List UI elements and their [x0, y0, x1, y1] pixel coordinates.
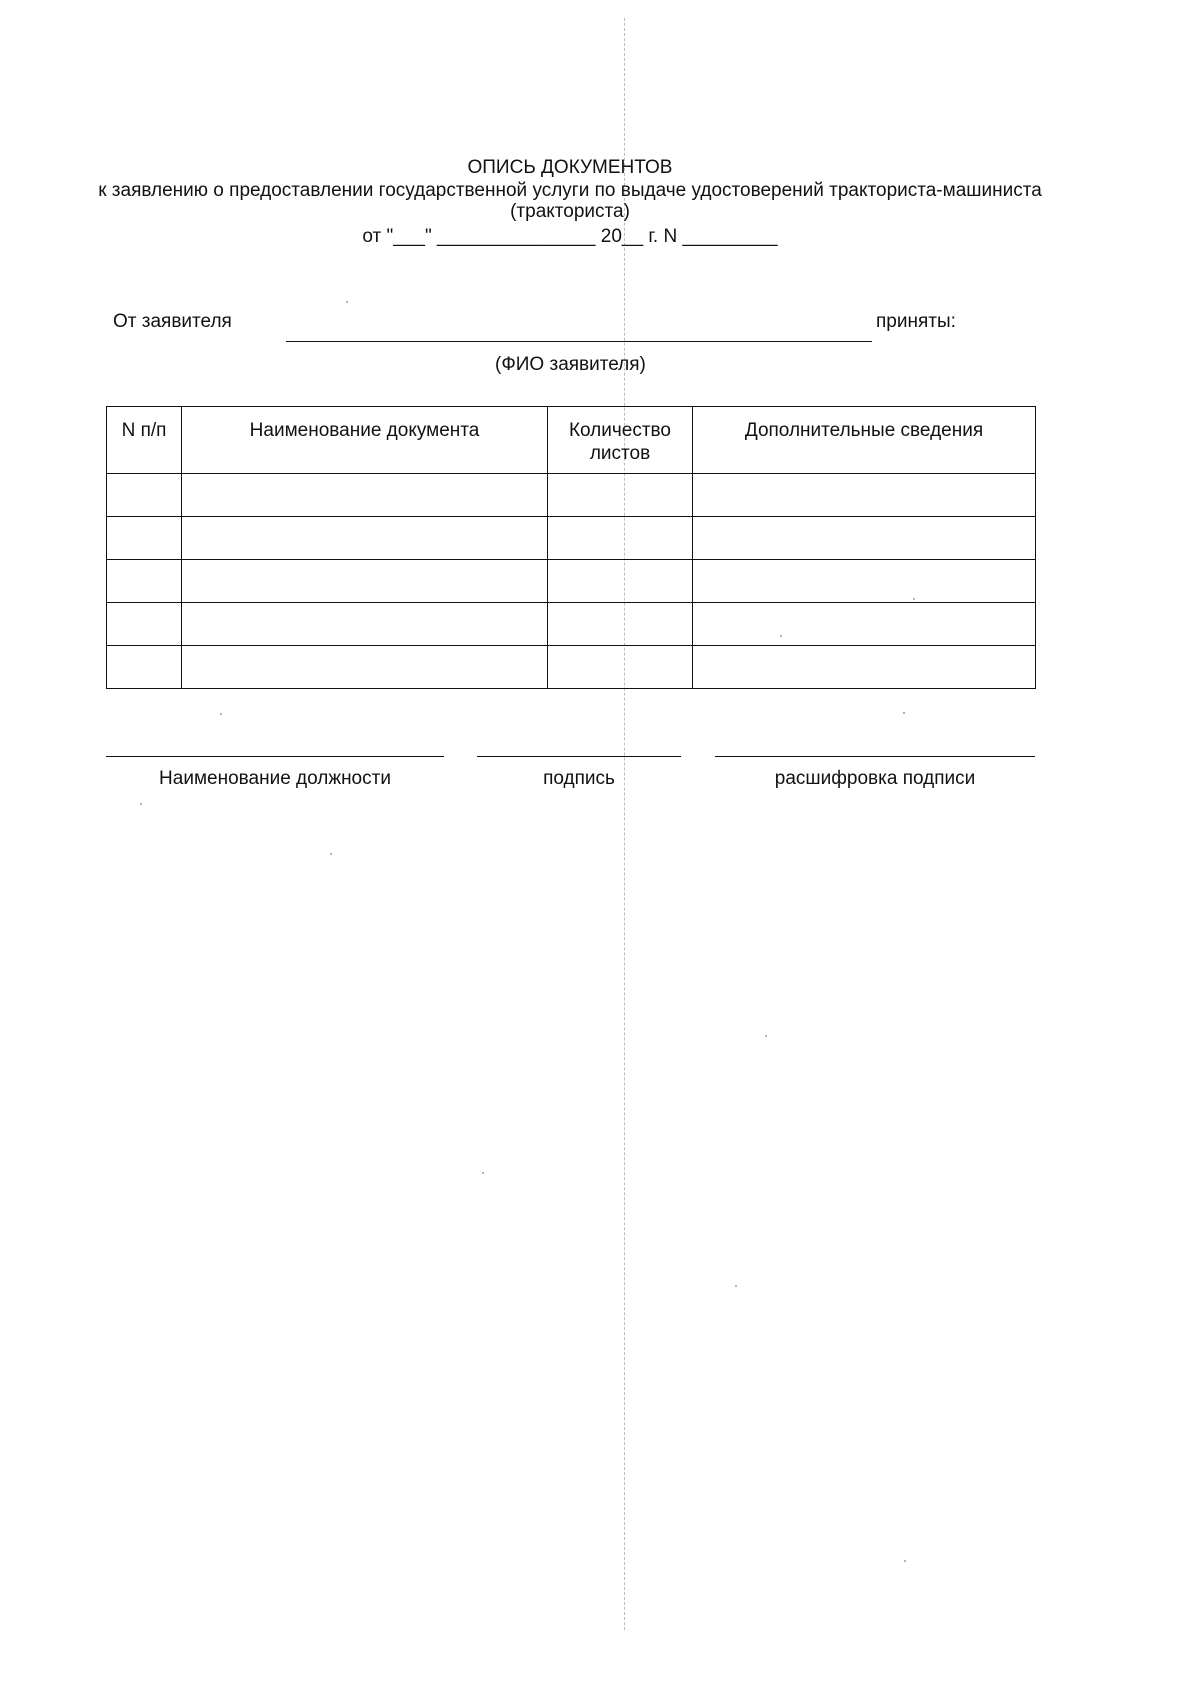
table-header-row: [107, 407, 1036, 474]
documents-table: [106, 406, 1036, 689]
signature-line[interactable]: [477, 756, 681, 757]
cell-number[interactable]: [107, 517, 182, 560]
scan-speck: [482, 1172, 484, 1174]
decoding-signature-line[interactable]: [715, 756, 1035, 757]
scan-speck: [780, 635, 782, 637]
table-row: [107, 474, 1036, 517]
scan-speck: [220, 713, 222, 715]
document-subtitle: к заявлению о предоставлении государственной услуги по выдаче удостоверений тракториста-машиниста (тракториста): [98, 180, 1042, 222]
cell-additional-info[interactable]: [693, 560, 1036, 603]
column-header-sheet-count: Количество листов: [548, 407, 693, 474]
cell-additional-info[interactable]: [693, 646, 1036, 689]
cell-additional-info[interactable]: [693, 474, 1036, 517]
column-header-document-name: Наименование документа: [182, 407, 548, 474]
cell-document-name[interactable]: [182, 603, 548, 646]
scan-speck: [140, 803, 142, 805]
signature-caption: подпись: [543, 768, 615, 789]
applicant-label: От заявителя: [113, 311, 232, 332]
scan-speck: [330, 853, 332, 855]
scan-speck: [346, 301, 348, 303]
scan-fold-line: [624, 18, 625, 1630]
scan-speck: [904, 1560, 906, 1562]
column-header-number: N п/п: [107, 407, 182, 474]
table-body: [107, 474, 1036, 689]
cell-document-name[interactable]: [182, 560, 548, 603]
cell-additional-info[interactable]: [693, 517, 1036, 560]
cell-number[interactable]: [107, 603, 182, 646]
table-row: [107, 646, 1036, 689]
column-header-additional-info: Дополнительные сведения: [693, 407, 1036, 474]
decoding-caption: расшифровка подписи: [774, 768, 976, 789]
cell-document-name[interactable]: [182, 517, 548, 560]
table-row: [107, 603, 1036, 646]
cell-sheet-count[interactable]: [548, 517, 693, 560]
cell-sheet-count[interactable]: [548, 646, 693, 689]
scan-speck: [903, 712, 905, 714]
document-title: ОПИСЬ ДОКУМЕНТОВ: [467, 157, 673, 178]
applicant-name-field[interactable]: [286, 341, 872, 342]
date-number-line: от "___" _______________ 20__ г. N _________: [362, 226, 778, 247]
scan-speck: [765, 1035, 767, 1037]
position-caption: Наименование должности: [159, 768, 391, 789]
table-row: [107, 517, 1036, 560]
cell-document-name[interactable]: [182, 474, 548, 517]
cell-number[interactable]: [107, 560, 182, 603]
cell-sheet-count[interactable]: [548, 474, 693, 517]
cell-additional-info[interactable]: [693, 603, 1036, 646]
position-signature-line[interactable]: [106, 756, 444, 757]
cell-number[interactable]: [107, 646, 182, 689]
cell-document-name[interactable]: [182, 646, 548, 689]
scan-speck: [735, 1285, 737, 1287]
cell-sheet-count[interactable]: [548, 560, 693, 603]
table-row: [107, 560, 1036, 603]
accepted-label: приняты:: [876, 311, 956, 332]
scan-speck: [913, 598, 915, 600]
cell-sheet-count[interactable]: [548, 603, 693, 646]
cell-number[interactable]: [107, 474, 182, 517]
applicant-fio-caption: (ФИО заявителя): [495, 354, 646, 375]
